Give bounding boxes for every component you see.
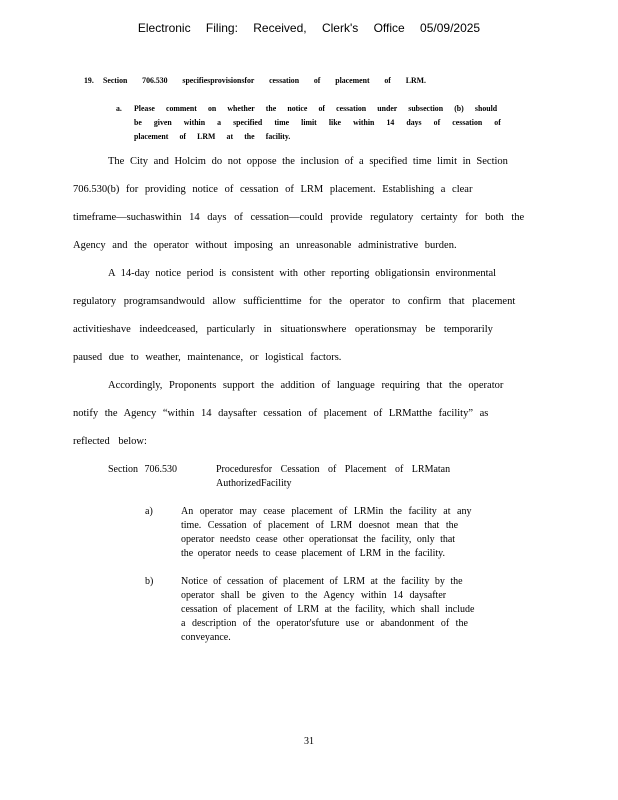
rule-item-line: a description of the operator'sfuture use or abandonment of the [181,618,468,629]
body-line: regulatory programsandwould allow sufficienttime for the operator to confirm that placement [73,296,516,307]
sub-question-line: placement of LRM at the facility. [134,131,291,141]
body-line: activitieshave indeedceased, particularly in situationswhere operationsmay be temporarily [73,324,493,335]
question-label: Section 706.530 specifiesprovisionsfor cessation of placement of LRM. [103,75,426,85]
rule-item-marker: a) [145,506,153,517]
body-line: Agency and the operator without imposing an unreasonable administrative burden. [73,240,457,251]
body-line: Accordingly, Proponents support the addition of language requiring that the operator [108,380,504,391]
rule-item-line: operator needsto cease other operationsat the facility, only that [181,534,456,545]
sub-question-line: Please comment on whether the notice of cessation under subsection (b) should [134,103,498,113]
body-line: paused due to weather, maintenance, or logistical factors. [73,352,342,363]
section-title-line: Proceduresfor Cessation of Placement of LRMatan [216,464,451,475]
body-line: 706.530(b) for providing notice of cessation of LRM placement. Establishing a clear [73,184,473,195]
filing-stamp-header: Electronic Filing: Received, Clerk's Office 05/09/2025 [137,21,481,35]
body-line: timeframe—suchaswithin 14 days of cessation—could provide regulatory certainty for both the [73,212,525,223]
section-label: Section 706.530 [108,464,177,475]
rule-item-line: cessation of placement of LRM at the facility, which shall include [181,604,475,615]
section-title-line: AuthorizedFacility [216,478,292,489]
page-number: 31 [304,736,314,747]
rule-item-line: An operator may cease placement of LRMin the facility at any [181,506,472,517]
body-line: notify the Agency “within 14 daysafter cessation of placement of LRMatthe facility” as [73,408,489,419]
rule-item-line: Notice of cessation of placement of LRM at the facility by the [181,576,463,587]
question-number: 19. [84,75,94,85]
rule-item-line: conveyance. [181,632,231,643]
rule-item-marker: b) [145,576,154,587]
body-line: The City and Holcim do not oppose the inclusion of a specified time limit in Section [108,156,508,167]
body-line: reflected below: [73,436,147,447]
sub-question-marker: a. [116,103,122,113]
rule-item-line: operator shall be given to the Agency within 14 daysafter [181,590,447,601]
sub-question-line: be given within a specified time limit like within 14 days of cessation of [134,117,501,127]
rule-item-line: the operator needs to cease placement of LRM in the facility. [181,548,445,559]
rule-item-line: time. Cessation of placement of LRM doesnot mean that the [181,520,459,531]
body-line: A 14-day notice period is consistent with other reporting obligationsin environmental [108,268,497,279]
